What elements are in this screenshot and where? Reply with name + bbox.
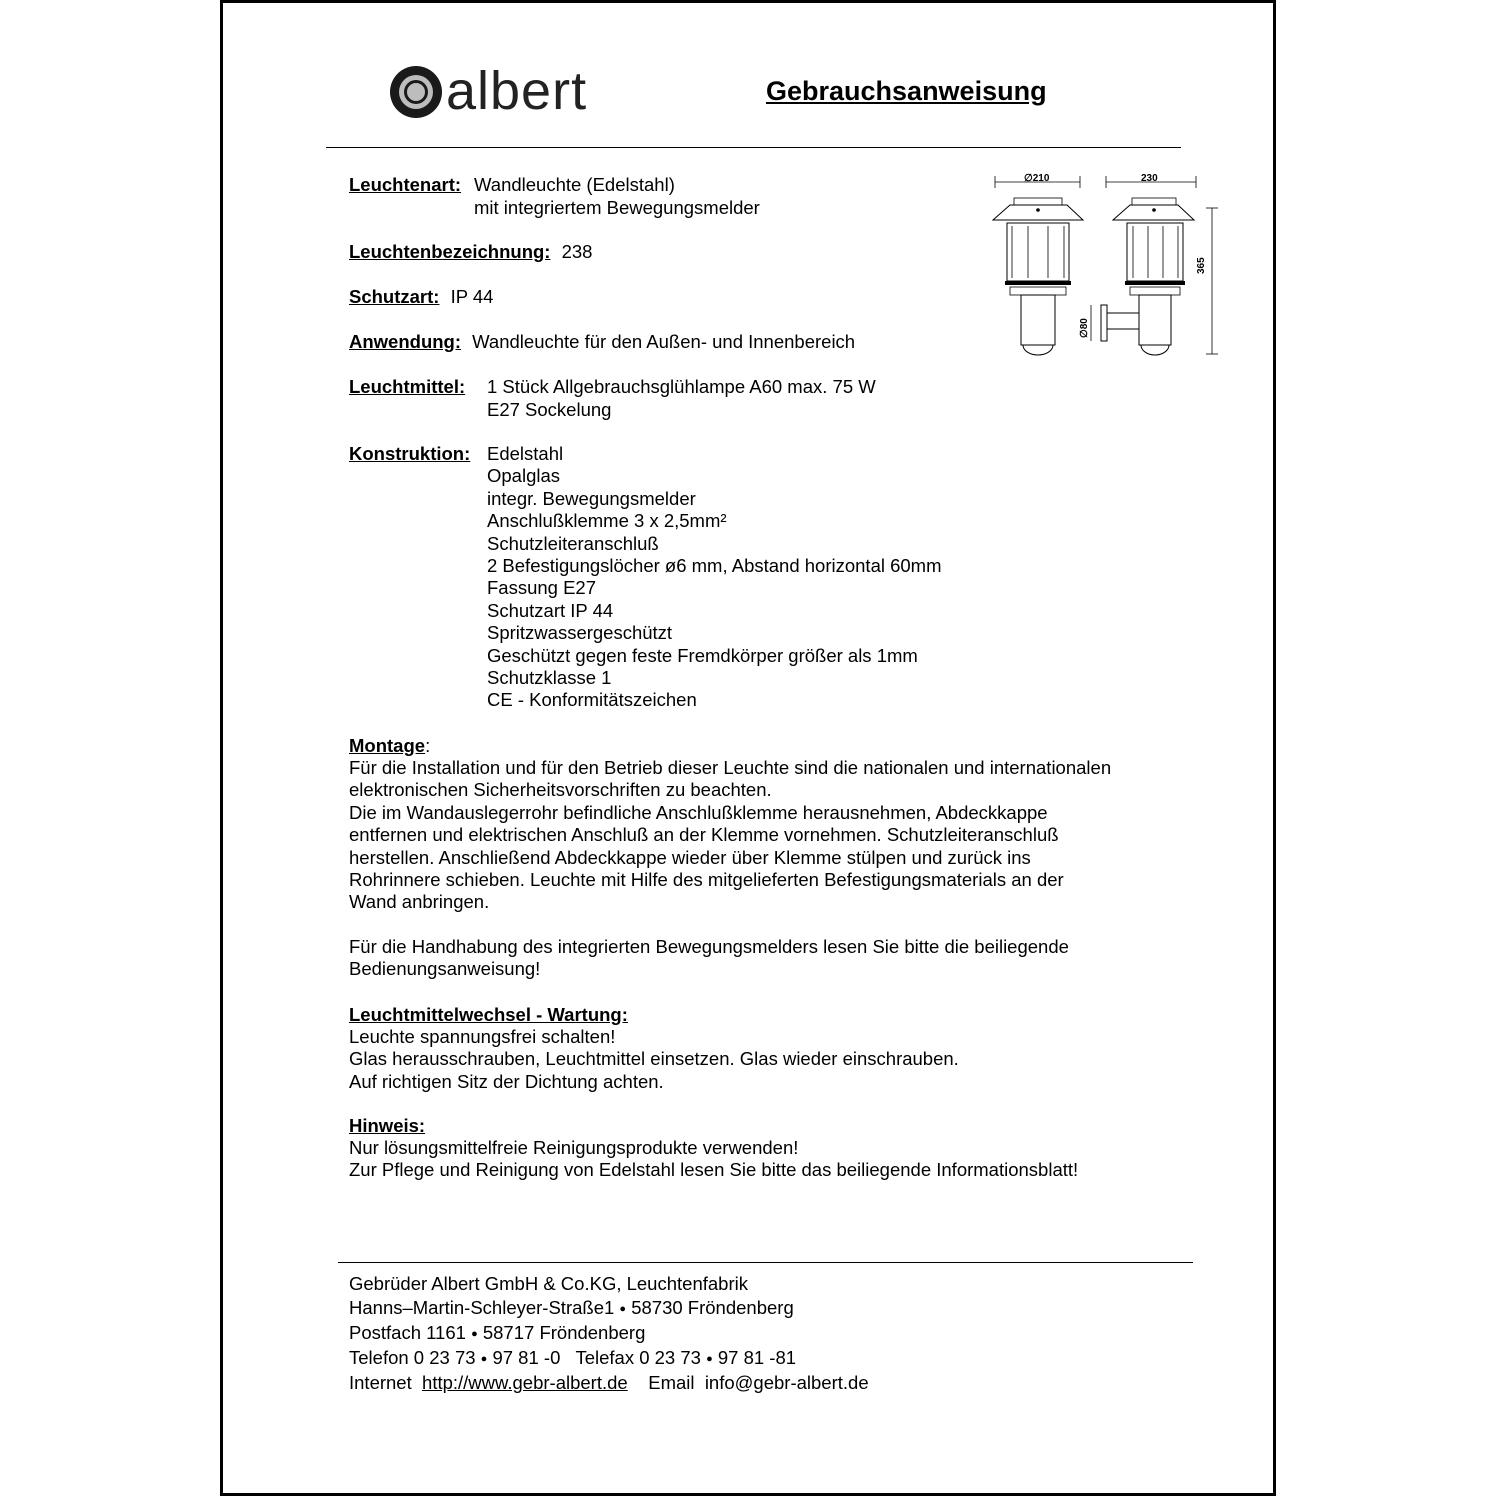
postfach-line: Postfach 1161 ● 58717 Fröndenberg [349,1322,646,1343]
spec-bezeichnung [349,241,592,264]
bullet-icon: ● [619,1303,627,1315]
spec-label: Leuchtmittel: [349,376,466,397]
bullet-icon: ● [480,1353,488,1365]
list-item: Fassung E27 [487,577,597,599]
paragraph-line: Nur lösungsmittelfreie Reinigungsprodukte verwenden! [349,1137,799,1158]
list-item: Schutzart IP 44 [487,599,614,621]
paragraph-line: Wand anbringen. [349,891,490,913]
spec-value: Wandleuchte (Edelstahl) [474,174,675,195]
internet-line: Internet http://www.gebr-albert.de Email info@gebr-albert.de [349,1372,869,1393]
paragraph-line: elektronischen Sicherheitsvorschriften zu beachten. [349,779,772,801]
website-link[interactable]: http://www.gebr-albert.de [422,1372,628,1393]
header-divider [326,147,1181,148]
paragraph-line: entfernen und elektrischen Anschluß an der Klemme vornehmen. Schutzleiteranschluß [349,824,1059,846]
spec-label: Konstruktion: [349,443,471,464]
paragraph-line: Rohrinnere schieben. Leuchte mit Hilfe des mitgelieferten Befestigungsmaterials an der [349,868,1064,890]
montage-heading: Montage: [349,735,431,756]
paragraph-line: Leuchte spannungsfrei schalten! [349,1026,616,1047]
bullet-icon: ● [471,1328,478,1340]
list-item: CE - Konformitätszeichen [487,689,697,711]
montage-text [349,757,1111,914]
footer-address [349,1272,869,1395]
paragraph-line: Die im Wandauslegerrohr befindliche Anschlußklemme herausnehmen, Abdeckkappe [349,801,1048,823]
paragraph-line: herstellen. Anschließend Abdeckkappe wieder über Klemme stülpen und zurück ins [349,846,1031,868]
paragraph-line: Für die Installation und für den Betrieb dieser Leuchte sind die nationalen und internationalen [349,757,1112,778]
spec-konstruktion [349,443,470,466]
dimension-label-front: ∅210 [1024,173,1050,184]
logo-wordmark: albert [446,61,588,121]
footer-divider [338,1262,1193,1263]
paragraph-line: Zur Pflege und Reinigung von Edelstahl lesen Sie bitte das beiliegende Informationsblatt! [349,1159,1079,1181]
lamp-technical-drawing [990,168,1220,368]
spec-leuchtmittel [349,376,876,420]
spec-value: IP 44 [450,286,494,307]
wartung-text [349,1026,959,1093]
spec-label: Leuchtenart: [349,174,462,195]
spec-value: 238 [561,241,593,262]
company-name: Gebrüder Albert GmbH & Co.KG, Leuchtenfabrik [349,1273,748,1294]
spec-value: E27 Sockelung [487,398,612,420]
spec-schutzart [349,286,493,309]
spec-label: Schutzart: [349,286,440,307]
albert-logo [388,61,628,122]
paragraph-line: Für die Handhabung des integrierten Bewegungsmelders lesen Sie bitte die beiliegende [349,936,1069,957]
list-item: Opalglas [487,465,561,487]
email-address[interactable]: info@gebr-albert.de [704,1372,869,1393]
list-item: Geschützt gegen feste Fremdkörper größer als 1mm [487,644,918,666]
montage-text-2 [349,936,1069,981]
list-item: Edelstahl [487,443,564,464]
list-item: Spritzwassergeschützt [487,622,673,644]
spec-label: Anwendung: [349,331,462,352]
dimension-label-mount: ∅80 [1079,318,1090,338]
paragraph-line: Glas herausschrauben, Leuchtmittel einsetzen. Glas wieder einschrauben. [349,1048,959,1070]
list-item: Anschlußklemme 3 x 2,5mm² [487,510,727,532]
spec-label: Leuchtenbezeichnung: [349,241,551,262]
dimension-label-height: 365 [1196,257,1207,274]
list-item: integr. Bewegungsmelder [487,487,696,509]
konstruktion-list [487,443,942,712]
spec-anwendung [349,331,855,354]
page-title: Gebrauchsanweisung [766,76,1047,106]
list-item: 2 Befestigungslöcher ø6 mm, Abstand horizontal 60mm [487,554,942,576]
list-item: Schutzklasse 1 [487,666,612,688]
spec-leuchtenart [349,174,760,218]
street-line: Hanns–Martin-Schleyer-Straße1 ● 58730 Fröndenberg [349,1297,794,1318]
bullet-icon: ● [706,1353,713,1365]
hinweis-heading: Hinweis: [349,1115,426,1136]
paragraph-line: Bedienungsanweisung! [349,958,541,980]
hinweis-text [349,1137,1078,1182]
phone-line: Telefon 0 23 73 ● 97 81 -0 Telefax 0 23 73 ● 97 81 -81 [349,1347,797,1368]
paragraph-line: Auf richtigen Sitz der Dichtung achten. [349,1070,664,1092]
spec-value: mit integriertem Bewegungsmelder [474,196,760,218]
list-item: Schutzleiteranschluß [487,532,659,554]
dimension-label-side: 230 [1141,173,1158,184]
spec-value: 1 Stück Allgebrauchsglühlampe A60 max. 75 W [487,376,876,397]
wartung-heading: Leuchtmittelwechsel - Wartung: [349,1004,628,1025]
spec-value: Wandleuchte für den Außen- und Innenbereich [472,331,856,352]
